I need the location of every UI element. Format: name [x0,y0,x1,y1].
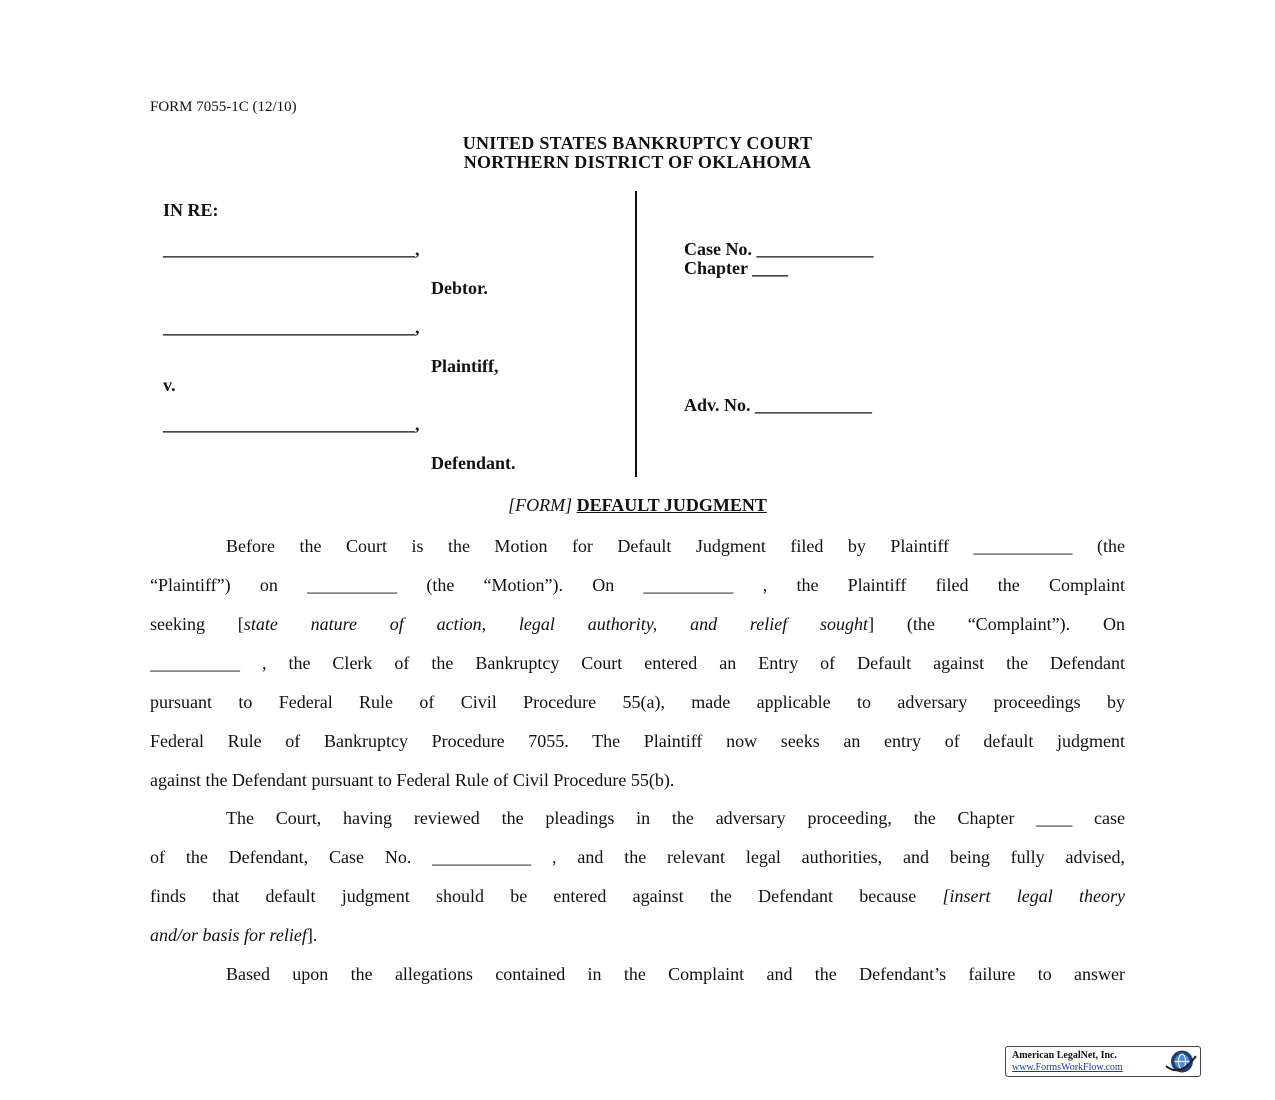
chapter-field: Chapter ____ [684,258,789,278]
paragraph-line: Before the Court is the Motion for Default Judgment filed by Plaintiff ___________ (the [226,536,1125,556]
court-name: UNITED STATES BANKRUPTCY COURT [462,133,813,153]
italic-text-run: state nature of action, legal authority, and relief sought [243,614,869,634]
paragraph-line: against the Defendant pursuant to Federal Rule of Civil Procedure 55(b). [150,770,675,790]
defendant-name-blank: ____________________________, [163,414,420,434]
text-run: ] (the “Complaint”). On [868,614,1125,634]
plaintiff-name-blank: ____________________________, [163,317,420,337]
debtor-label: Debtor. [431,278,488,298]
italic-text-run: [insert legal theory [942,886,1125,906]
americanlegalnet-badge[interactable] [1005,1046,1201,1077]
paragraph-line: The Court, having reviewed the pleadings in the adversary proceeding, the Chapter ____ case [226,808,1125,828]
text-run: finds that default judgment should be entered against the Defendant because [150,886,943,906]
badge-url-link[interactable]: www.FormsWorkFlow.com [1012,1062,1123,1073]
adversary-number-field: Adv. No. _____________ [684,395,873,415]
paragraph-line: __________ , the Clerk of the Bankruptcy Court entered an Entry of Default against the Defendant [150,653,1125,673]
title-form-tag: [FORM] [508,495,573,515]
title-main: DEFAULT JUDGMENT [576,495,767,515]
italic-text-run: and/or basis for relief [150,925,307,945]
globe-logo-icon [1162,1048,1198,1075]
document-title [0,495,1275,516]
paragraph-line [150,884,1125,908]
text-run: ]. [306,925,318,945]
caption-divider [635,191,637,477]
court-district: NORTHERN DISTRICT OF OKLAHOMA [463,152,812,172]
paragraph-line: of the Defendant, Case No. ___________ , and the relevant legal authorities, and being fully advised, [150,847,1125,867]
versus-label: v. [163,375,176,395]
plaintiff-label: Plaintiff, [431,356,499,376]
defendant-label: Defendant. [431,453,516,473]
form-number: FORM 7055-1C (12/10) [150,99,297,115]
in-re-label: IN RE: [163,200,219,220]
badge-company-name: American LegalNet, Inc. [1012,1050,1117,1061]
case-number-field: Case No. _____________ [684,239,874,259]
text-run: seeking [ [150,614,244,634]
paragraph-line [150,612,1125,636]
paragraph-line [150,923,1125,947]
debtor-name-blank: ____________________________, [163,239,420,259]
paragraph-line: pursuant to Federal Rule of Civil Procedure 55(a), made applicable to adversary proceedings by [150,692,1125,712]
paragraph-line: Federal Rule of Bankruptcy Procedure 7055. The Plaintiff now seeks an entry of default judgment [150,731,1125,751]
paragraph-line: “Plaintiff”) on __________ (the “Motion”). On __________ , the Plaintiff filed the Complaint [150,575,1125,595]
paragraph-line: Based upon the allegations contained in the Complaint and the Defendant’s failure to answer [226,964,1125,984]
